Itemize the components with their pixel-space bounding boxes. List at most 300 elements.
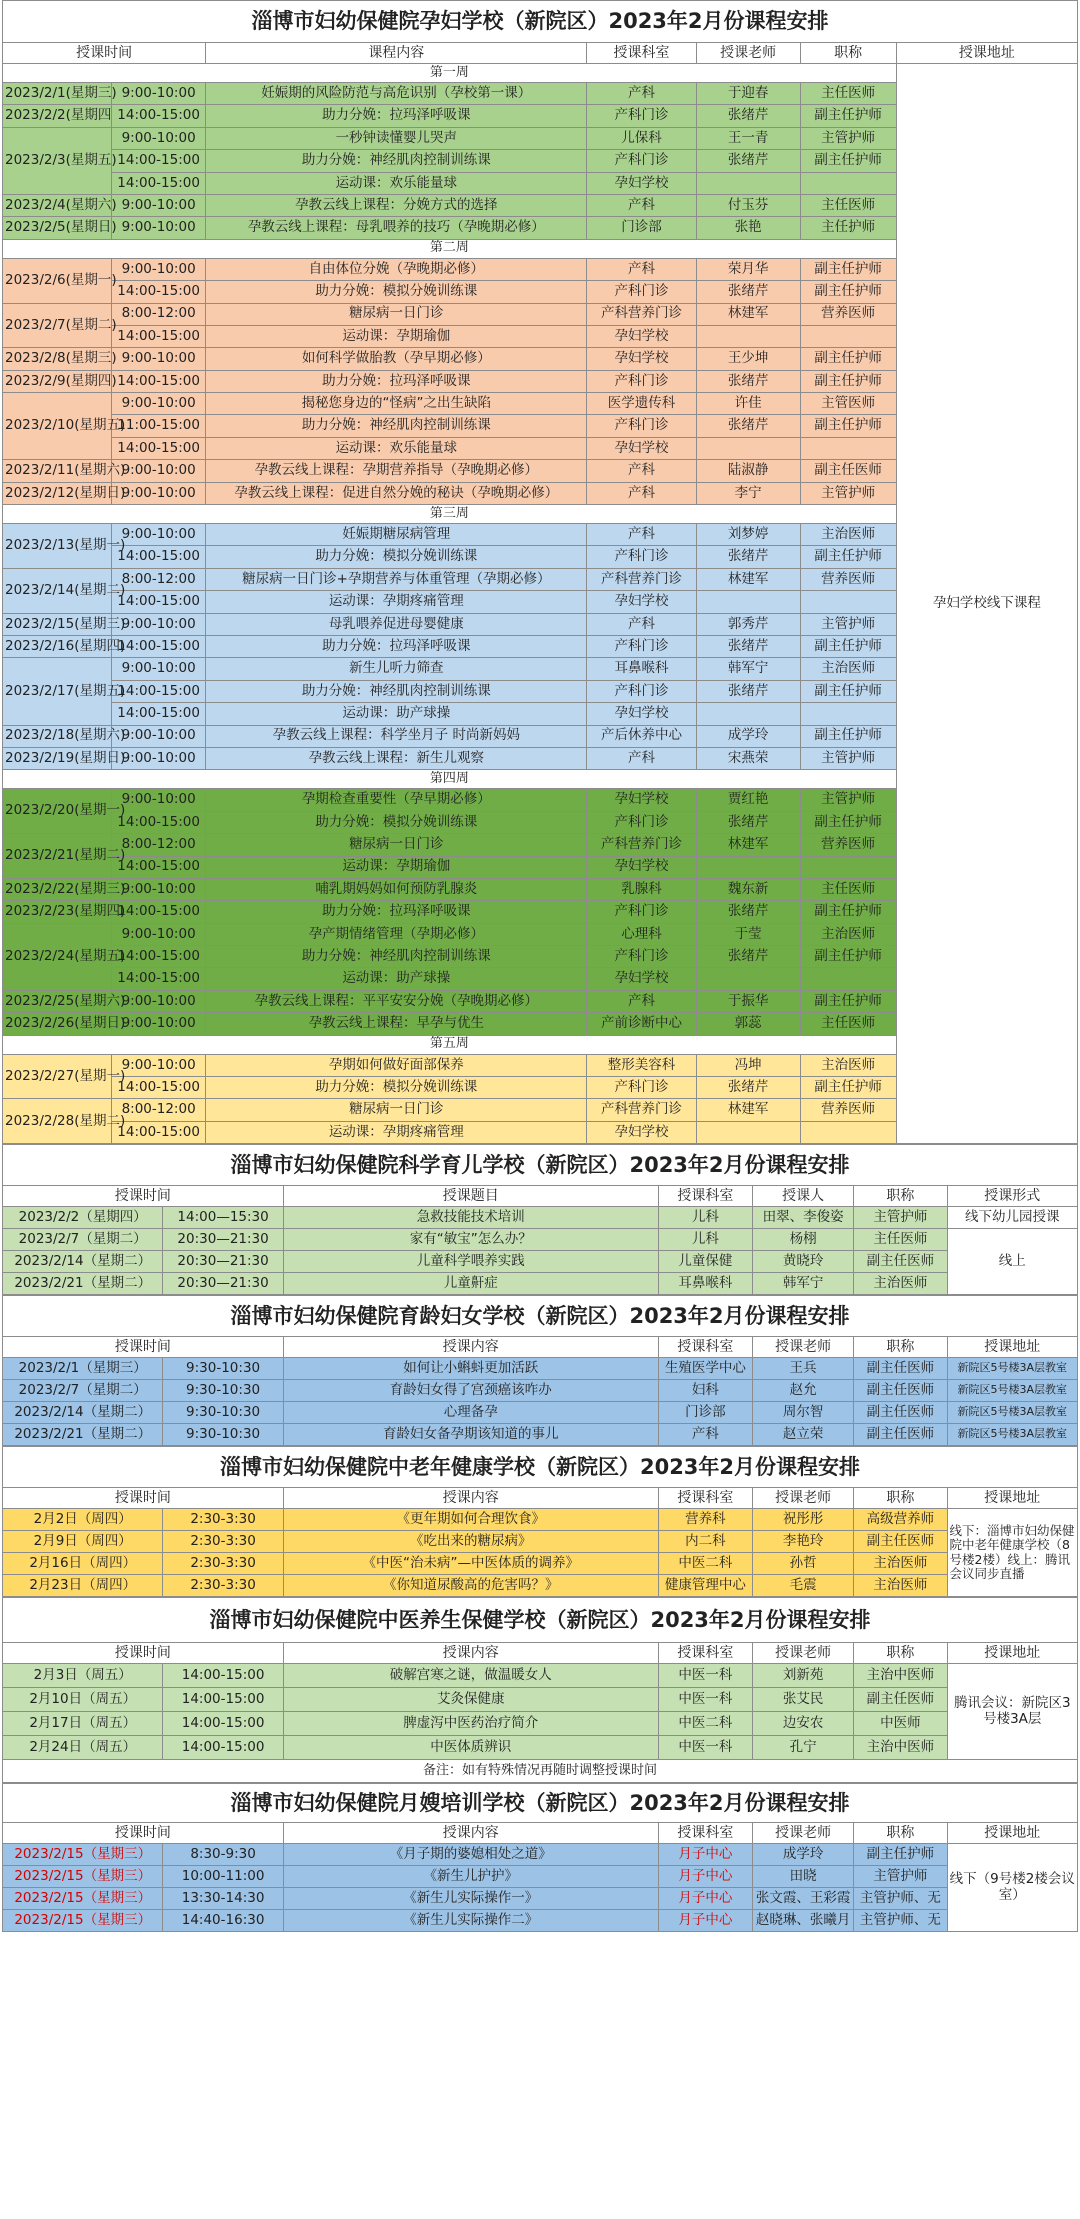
table-cell (696, 856, 800, 878)
col-header: 授课时间 (3, 1823, 284, 1844)
table-cell: 中医一科 (658, 1688, 752, 1712)
table-cell: 副主任护师 (800, 370, 896, 392)
table-cell: 9:00-10:00 (112, 460, 206, 482)
table-cell: 高级营养师 (854, 1509, 947, 1531)
date-cell: 2023/2/26(星期日) (3, 1013, 112, 1035)
table-cell: 糖尿病一日门诊 (206, 834, 587, 856)
date-cell: 2023/2/19(星期日) (3, 747, 112, 769)
date-cell: 2023/2/15(星期三) (3, 613, 112, 635)
table-cell: 14:00-15:00 (112, 1077, 206, 1099)
table-cell (800, 437, 896, 459)
table-cell: 营养医师 (800, 568, 896, 590)
table-cell (696, 172, 800, 194)
table-cell: 心理科 (587, 923, 696, 945)
table-cell: 家有“敏宝”怎么办？ (283, 1229, 658, 1251)
table-cell: 儿童鼾症 (283, 1273, 658, 1295)
table-cell: 9:00-10:00 (112, 194, 206, 216)
table-cell: 哺乳期妈妈如何预防乳腺炎 (206, 878, 587, 900)
table-cell: 副主任医师 (854, 1688, 947, 1712)
table-cell: 孕产期情绪管理（孕期必修） (206, 923, 587, 945)
table-cell: 营养医师 (800, 1099, 896, 1121)
table-cell: 产科门诊 (587, 105, 696, 127)
table-cell: 陆淑静 (696, 460, 800, 482)
table-cell: 2023/2/14（星期二） (3, 1402, 163, 1424)
date-cell: 2023/2/11(星期六) (3, 460, 112, 482)
table-cell: 一秒钟读懂婴儿哭声 (206, 127, 587, 149)
table-cell: 副主任医师 (854, 1402, 947, 1424)
date-cell: 2023/2/12(星期日) (3, 482, 112, 504)
table-cell: 运动课：助产球操 (206, 968, 587, 990)
table-cell: 助力分娩：神经肌肉控制训练课 (206, 680, 587, 702)
table-cell: 14:00-15:00 (112, 281, 206, 303)
table-cell: 于莹 (696, 923, 800, 945)
table-cell: 20:30—21:30 (163, 1251, 283, 1273)
parenting-school-table (2, 1144, 1078, 1295)
table-cell: 成学玲 (753, 1844, 854, 1866)
table-cell: 产科营养门诊 (587, 303, 696, 325)
table-row (3, 1402, 1078, 1424)
table-cell: 耳鼻喉科 (587, 658, 696, 680)
table-cell: 生殖医学中心 (658, 1358, 752, 1380)
table-cell: 中医一科 (658, 1664, 752, 1688)
table-cell: 9:00-10:00 (112, 482, 206, 504)
table-cell: 9:00-10:00 (112, 217, 206, 239)
table-cell: 14:00-15:00 (163, 1736, 283, 1760)
table-cell: 祝彤彤 (753, 1509, 854, 1531)
table-cell: 产科营养门诊 (587, 834, 696, 856)
table-cell: 产科 (587, 613, 696, 635)
table-cell (800, 325, 896, 347)
table-cell: 主管医师 (800, 393, 896, 415)
table-cell: 妊娠期的风险防范与高危识别（孕校第一课） (206, 83, 587, 105)
table-cell: 9:00-10:00 (112, 393, 206, 415)
table-row (3, 1509, 1078, 1531)
table-cell: 运动课：助产球操 (206, 703, 587, 725)
table-cell (696, 968, 800, 990)
date-cell: 2023/2/24(星期五) (3, 923, 112, 990)
table-cell: 张绪芹 (696, 281, 800, 303)
course-address: 线下：淄博市妇幼保健院中老年健康学校（8号楼2楼）线上：腾讯会议同步直播 (947, 1509, 1077, 1597)
table-cell: 14:00-15:00 (163, 1664, 283, 1688)
table-cell: 14:00—15:30 (163, 1207, 283, 1229)
date-cell: 2023/2/17(星期五) (3, 658, 112, 725)
table-cell: 2023/2/1（星期三） (3, 1358, 163, 1380)
table-cell: 助力分娩：拉玛泽呼吸课 (206, 635, 587, 657)
table-cell (800, 591, 896, 613)
table-cell: 产科门诊 (587, 415, 696, 437)
table-cell: 副主任护师 (800, 348, 896, 370)
table-cell: 产后休养中心 (587, 725, 696, 747)
table-cell: 主治医师 (800, 524, 896, 546)
date-cell: 2023/2/9(星期四) (3, 370, 112, 392)
table-cell: 孕妇学校 (587, 437, 696, 459)
table-row (3, 1736, 1078, 1760)
table-cell: 主管护师、无 (854, 1888, 947, 1910)
col-header: 授课形式 (947, 1186, 1077, 1207)
table-cell: 《新生儿实际操作一》 (283, 1888, 658, 1910)
table-cell: 运动课：欢乐能量球 (206, 172, 587, 194)
table-cell: 8:00-12:00 (112, 1099, 206, 1121)
table-cell: 张绪芹 (696, 1077, 800, 1099)
table-cell: 2023/2/2（星期四） (3, 1207, 163, 1229)
date-cell: 2023/2/8(星期三) (3, 348, 112, 370)
table-cell: 儿科 (658, 1207, 752, 1229)
table-cell: 付玉芬 (696, 194, 800, 216)
table-cell: 李艳玲 (753, 1531, 854, 1553)
week-label: 第二周 (3, 239, 897, 258)
table-cell: 2:30-3:30 (163, 1509, 283, 1531)
date-cell: 2023/2/10(星期五) (3, 393, 112, 460)
col-header: 职称 (854, 1643, 947, 1664)
table-cell: 田晓 (753, 1866, 854, 1888)
date-cell: 2023/2/20(星期一) (3, 789, 112, 834)
table-cell: 运动课：孕期瑜伽 (206, 856, 587, 878)
table-cell: 心理备孕 (283, 1402, 658, 1424)
table-cell: 副主任护师 (800, 811, 896, 833)
table-cell: 主管护师 (854, 1207, 947, 1229)
table-cell: 贾红艳 (696, 789, 800, 811)
table-cell: 助力分娩：神经肌肉控制训练课 (206, 415, 587, 437)
table-cell: 张绪芹 (696, 370, 800, 392)
table-cell: 14:00-15:00 (163, 1688, 283, 1712)
course-address: 新院区5号楼3A层教室 (947, 1358, 1077, 1380)
section-title: 淄博市妇幼保健院育龄妇女学校（新院区）2023年2月份课程安排 (3, 1296, 1078, 1337)
table-cell: 20:30—21:30 (163, 1229, 283, 1251)
table-cell: 《新生儿护护》 (283, 1866, 658, 1888)
table-cell (696, 1121, 800, 1143)
table-cell: 赵晓琳、张曦月 (753, 1910, 854, 1932)
date-cell: 2023/2/1(星期三) (3, 83, 112, 105)
table-cell: 主任医师 (800, 878, 896, 900)
table-cell: 张绪芹 (696, 901, 800, 923)
table-cell: 9:00-10:00 (112, 990, 206, 1012)
table-cell: 2023/2/15（星期三） (3, 1844, 163, 1866)
table-cell: 产科门诊 (587, 281, 696, 303)
course-address: 新院区5号楼3A层教室 (947, 1424, 1077, 1446)
table-cell: 产科 (587, 524, 696, 546)
table-cell: 郭秀芹 (696, 613, 800, 635)
table-cell: 2023/2/15（星期三） (3, 1910, 163, 1932)
col-header: 授课老师 (696, 43, 800, 64)
section-title: 淄博市妇幼保健院月嫂培训学校（新院区）2023年2月份课程安排 (3, 1784, 1078, 1823)
week-row (3, 64, 1078, 83)
table-cell: 《新生儿实际操作二》 (283, 1910, 658, 1932)
table-cell: 月子中心 (658, 1888, 752, 1910)
table-cell: 运动课：孕期瑜伽 (206, 325, 587, 347)
table-cell: 产科 (587, 460, 696, 482)
table-cell: 黄晓玲 (753, 1251, 854, 1273)
table-cell: 杨栩 (753, 1229, 854, 1251)
table-cell: 边安农 (753, 1712, 854, 1736)
table-cell: 育龄妇女得了宫颈癌该咋办 (283, 1380, 658, 1402)
table-cell: 林建军 (696, 834, 800, 856)
table-cell: 张文霞、王彩霞 (753, 1888, 854, 1910)
table-cell: 孙哲 (753, 1553, 854, 1575)
table-cell: 孕期如何做好面部保养 (206, 1054, 587, 1076)
table-cell: 急救技能技术培训 (283, 1207, 658, 1229)
table-cell: 《更年期如何合理饮食》 (283, 1509, 658, 1531)
table-cell: 王兵 (753, 1358, 854, 1380)
table-cell: 副主任护师 (800, 1077, 896, 1099)
table-cell: 主管护师、无 (854, 1910, 947, 1932)
table-cell: 王少坤 (696, 348, 800, 370)
date-cell: 2023/2/4(星期六) (3, 194, 112, 216)
table-cell: 14:00-15:00 (112, 946, 206, 968)
table-cell: 副主任护师 (800, 990, 896, 1012)
table-cell: 2月17日（周五） (3, 1712, 163, 1736)
table-cell: 营养医师 (800, 834, 896, 856)
course-address: 新院区5号楼3A层教室 (947, 1380, 1077, 1402)
table-cell: 副主任护师 (800, 680, 896, 702)
table-cell: 孕妇学校 (587, 172, 696, 194)
table-cell: 主治医师 (800, 923, 896, 945)
table-cell: 田翠、李俊姿 (753, 1207, 854, 1229)
table-cell: 14:00-15:00 (112, 1121, 206, 1143)
course-address: 新院区5号楼3A层教室 (947, 1402, 1077, 1424)
table-cell: 14:00-15:00 (112, 901, 206, 923)
table-cell: 2023/2/15（星期三） (3, 1866, 163, 1888)
col-header: 授课地址 (947, 1643, 1077, 1664)
table-cell: 孕妇学校 (587, 968, 696, 990)
col-header: 授课科室 (658, 1337, 752, 1358)
table-cell: 《中医“治未病”—中医体质的调养》 (283, 1553, 658, 1575)
table-cell: 产科门诊 (587, 150, 696, 172)
table-cell: 儿保科 (587, 127, 696, 149)
course-address: 腾讯会议：新院区3号楼3A层 (947, 1664, 1077, 1760)
table-cell: 张绪芹 (696, 105, 800, 127)
table-cell: 2023/2/21（星期二） (3, 1424, 163, 1446)
table-cell: 产科门诊 (587, 946, 696, 968)
table-cell: 中医二科 (658, 1553, 752, 1575)
table-cell: 主管护师 (800, 482, 896, 504)
col-header: 职称 (854, 1488, 947, 1509)
table-cell: 《你知道尿酸高的危害吗？》 (283, 1575, 658, 1597)
table-cell: 林建军 (696, 1099, 800, 1121)
table-cell: 副主任护师 (800, 258, 896, 280)
table-cell: 主治中医师 (854, 1664, 947, 1688)
table-cell: 14:00-15:00 (112, 546, 206, 568)
table-cell: 14:00-15:00 (112, 968, 206, 990)
table-cell: 助力分娩：拉玛泽呼吸课 (206, 370, 587, 392)
table-cell: 艾灸保健康 (283, 1688, 658, 1712)
table-cell: 门诊部 (587, 217, 696, 239)
table-cell: 产科门诊 (587, 370, 696, 392)
section-title: 淄博市妇幼保健院中医养生保健学校（新院区）2023年2月份课程安排 (3, 1598, 1078, 1643)
table-cell: 9:30-10:30 (163, 1380, 283, 1402)
remark-note: 备注：如有特殊情况再随时调整授课时间 (3, 1760, 1078, 1783)
table-cell: 2月3日（周五） (3, 1664, 163, 1688)
table-cell: 14:00-15:00 (112, 172, 206, 194)
col-header: 课程内容 (206, 43, 587, 64)
table-cell: 张绪芹 (696, 680, 800, 702)
table-row (3, 1251, 1078, 1273)
table-cell: 孕教云线上课程：科学坐月子 时尚新妈妈 (206, 725, 587, 747)
table-cell: 2023/2/21（星期二） (3, 1273, 163, 1295)
table-row (3, 1844, 1078, 1866)
col-header: 授课内容 (283, 1823, 658, 1844)
table-row (3, 1273, 1078, 1295)
table-cell: 产科 (587, 747, 696, 769)
nanny-school-table (2, 1783, 1078, 1932)
table-cell: 魏东新 (696, 878, 800, 900)
table-cell: 《月子期的婆媳相处之道》 (283, 1844, 658, 1866)
table-cell: 14:00-15:00 (112, 811, 206, 833)
table-cell: 脾虚泻中医药治疗简介 (283, 1712, 658, 1736)
table-cell: 李宁 (696, 482, 800, 504)
table-cell: 8:30-9:30 (163, 1844, 283, 1866)
date-cell: 2023/2/6(星期一) (3, 258, 112, 303)
document (2, 0, 1078, 1932)
table-cell: 9:30-10:30 (163, 1424, 283, 1446)
table-cell: 2:30-3:30 (163, 1553, 283, 1575)
table-cell: 主治医师 (800, 658, 896, 680)
table-cell: 糖尿病一日门诊+孕期营养与体重管理（孕期必修） (206, 568, 587, 590)
table-cell: 9:00-10:00 (112, 524, 206, 546)
table-cell: 2:30-3:30 (163, 1575, 283, 1597)
table-cell: 产科门诊 (587, 546, 696, 568)
table-cell: 门诊部 (658, 1402, 752, 1424)
table-cell: 产科 (658, 1424, 752, 1446)
table-cell: 儿童保健 (658, 1251, 752, 1273)
table-cell (696, 703, 800, 725)
table-cell: 11:00-15:00 (112, 415, 206, 437)
table-cell: 9:00-10:00 (112, 613, 206, 635)
table-cell: 孕期检查重要性（孕早期必修） (206, 789, 587, 811)
table-cell: 月子中心 (658, 1866, 752, 1888)
table-cell (800, 172, 896, 194)
table-cell: 刘梦婷 (696, 524, 800, 546)
table-cell: 揭秘您身边的“怪病”之出生缺陷 (206, 393, 587, 415)
date-cell: 2023/2/22(星期三) (3, 878, 112, 900)
table-cell: 副主任护师 (854, 1844, 947, 1866)
tcm-school-table (2, 1597, 1078, 1783)
col-header: 授课老师 (753, 1823, 854, 1844)
table-cell: 副主任护师 (800, 725, 896, 747)
table-cell: 9:00-10:00 (112, 1013, 206, 1035)
table-row (3, 1380, 1078, 1402)
table-cell: 14:00-15:00 (112, 635, 206, 657)
col-header: 授课老师 (753, 1488, 854, 1509)
table-cell: 育龄妇女备孕期该知道的事儿 (283, 1424, 658, 1446)
table-cell: 成学玲 (696, 725, 800, 747)
table-cell: 2023/2/7（星期二） (3, 1380, 163, 1402)
table-cell: 耳鼻喉科 (658, 1273, 752, 1295)
table-cell: 月子中心 (658, 1910, 752, 1932)
table-cell: 宋燕荣 (696, 747, 800, 769)
col-header: 授课地址 (947, 1823, 1077, 1844)
table-row (3, 1424, 1078, 1446)
table-cell: 月子中心 (658, 1844, 752, 1866)
table-cell: 主治医师 (854, 1575, 947, 1597)
table-cell: 张艾民 (753, 1688, 854, 1712)
table-cell: 助力分娩：模拟分娩训练课 (206, 281, 587, 303)
table-cell: 副主任护师 (800, 635, 896, 657)
table-cell: 产科营养门诊 (587, 1099, 696, 1121)
table-cell: 9:00-10:00 (112, 83, 206, 105)
col-header: 授课内容 (283, 1337, 658, 1358)
table-cell: 9:00-10:00 (112, 878, 206, 900)
table-cell: 韩军宁 (753, 1273, 854, 1295)
table-cell: 14:00-15:00 (112, 105, 206, 127)
table-cell: 9:00-10:00 (112, 127, 206, 149)
table-cell: 内二科 (658, 1531, 752, 1553)
table-cell: 主任医师 (800, 1013, 896, 1035)
section-title: 淄博市妇幼保健院中老年健康学校（新院区）2023年2月份课程安排 (3, 1447, 1078, 1488)
table-cell: 助力分娩：拉玛泽呼吸课 (206, 901, 587, 923)
table-cell: 韩军宁 (696, 658, 800, 680)
table-cell: 2月10日（周五） (3, 1688, 163, 1712)
table-cell: 孕教云线上课程：孕期营养指导（孕晚期必修） (206, 460, 587, 482)
table-cell: 《吃出来的糖尿病》 (283, 1531, 658, 1553)
date-cell: 2023/2/3(星期五) (3, 127, 112, 194)
table-cell: 刘新苑 (753, 1664, 854, 1688)
table-cell: 新生儿听力筛查 (206, 658, 587, 680)
table-cell: 许佳 (696, 393, 800, 415)
table-cell: 健康管理中心 (658, 1575, 752, 1597)
col-header: 授课内容 (283, 1643, 658, 1664)
col-header: 授课科室 (658, 1186, 752, 1207)
table-cell (800, 968, 896, 990)
table-cell: 孕妇学校 (587, 856, 696, 878)
col-header: 授课科室 (658, 1643, 752, 1664)
elderly-school-table (2, 1446, 1078, 1597)
table-cell: 运动课：孕期疼痛管理 (206, 591, 587, 613)
date-cell: 2023/2/14(星期二) (3, 568, 112, 613)
table-cell: 糖尿病一日门诊 (206, 1099, 587, 1121)
course-address: 线下（9号楼2楼会议室） (947, 1844, 1077, 1932)
table-cell: 孕妇学校 (587, 348, 696, 370)
table-cell: 9:30-10:30 (163, 1358, 283, 1380)
table-cell: 主管护师 (800, 747, 896, 769)
table-cell: 张绪芹 (696, 150, 800, 172)
course-address: 孕妇学校线下课程 (896, 64, 1077, 1144)
table-cell: 副主任护师 (800, 281, 896, 303)
col-header: 授课科室 (658, 1823, 752, 1844)
table-cell: 周尔智 (753, 1402, 854, 1424)
col-header: 授课时间 (3, 1643, 284, 1664)
table-cell: 赵立荣 (753, 1424, 854, 1446)
col-header: 职称 (800, 43, 896, 64)
table-cell: 14:00-15:00 (112, 437, 206, 459)
table-cell: 主治医师 (854, 1553, 947, 1575)
week-label: 第一周 (3, 64, 897, 83)
table-cell: 产前诊断中心 (587, 1013, 696, 1035)
table-cell: 副主任护师 (800, 415, 896, 437)
table-cell: 9:00-10:00 (112, 923, 206, 945)
women-school-table (2, 1295, 1078, 1446)
col-header: 授课人 (753, 1186, 854, 1207)
col-header: 授课老师 (753, 1337, 854, 1358)
date-cell: 2023/2/2(星期四 (3, 105, 112, 127)
table-cell: 母乳喂养促进母婴健康 (206, 613, 587, 635)
table-cell: 张绪芹 (696, 415, 800, 437)
table-cell: 2月2日（周四） (3, 1509, 163, 1531)
table-cell: 郭蕊 (696, 1013, 800, 1035)
date-cell: 2023/2/27(星期一) (3, 1054, 112, 1099)
table-cell: 张艳 (696, 217, 800, 239)
col-header: 职称 (854, 1823, 947, 1844)
table-cell: 9:00-10:00 (112, 658, 206, 680)
table-cell: 产科门诊 (587, 811, 696, 833)
col-header: 授课地址 (947, 1488, 1077, 1509)
table-cell: 2月23日（周四） (3, 1575, 163, 1597)
week-label: 第四周 (3, 770, 897, 789)
table-cell: 9:30-10:30 (163, 1402, 283, 1424)
table-cell: 助力分娩：模拟分娩训练课 (206, 811, 587, 833)
table-cell: 2023/2/15（星期三） (3, 1888, 163, 1910)
table-row (3, 1553, 1078, 1575)
table-cell: 副主任医师 (854, 1531, 947, 1553)
